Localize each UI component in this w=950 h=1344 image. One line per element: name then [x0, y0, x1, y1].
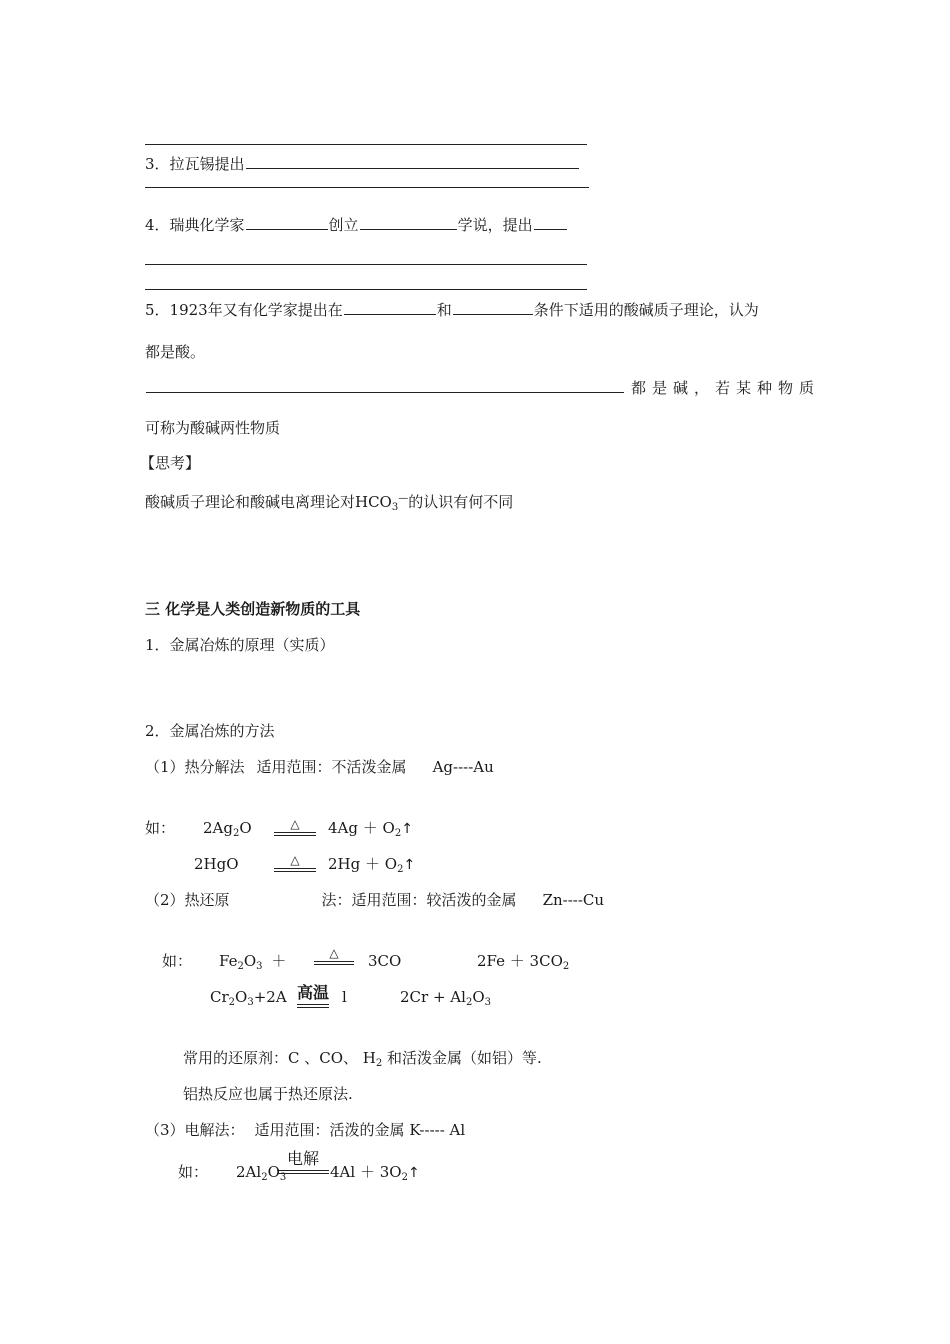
blank-line	[145, 264, 587, 265]
electrolysis-condition: 电解	[277, 1150, 329, 1174]
method-2: （2）热还原 法：适用范围：较活泼的金属 Zn----Cu	[145, 891, 605, 909]
fill-blank[interactable]	[344, 298, 436, 315]
method-3: （3）电解法： 适用范围：活泼的金属 K----- Al	[145, 1121, 466, 1139]
example-label: 如：	[145, 819, 176, 837]
reaction-1-right: $4Ag + O_2↑$	[328, 819, 413, 839]
example-label: 如：	[178, 1163, 209, 1181]
reaction-3-left: $Fe_2O_3$ ＋	[219, 952, 287, 972]
blank-line	[145, 144, 587, 145]
fill-blank[interactable]	[360, 213, 457, 230]
section-heading: 三 化学是人类创造新物质的工具	[145, 600, 361, 618]
reaction-4-left: $Cr_2O_3+2A$	[210, 988, 287, 1008]
high-temp-condition: 高温	[297, 984, 329, 1008]
fill-blank[interactable]	[453, 298, 533, 315]
heat-condition: △	[274, 854, 316, 872]
item-1: 1．金属冶炼的原理（实质）	[145, 636, 335, 654]
blank-line	[145, 289, 587, 290]
gas-arrow-icon: ↑	[407, 1165, 420, 1181]
reaction-3-reagent: 3CO	[368, 952, 402, 970]
item-4: 4．瑞典化学家 创立 学说，提出	[145, 213, 568, 235]
item-3: 3．拉瓦锡提出	[145, 152, 580, 174]
heat-condition: △	[314, 947, 354, 965]
example-label: 如：	[162, 952, 193, 970]
reaction-2-left: 2HgO	[194, 855, 239, 873]
fill-blank[interactable]	[246, 213, 328, 230]
reaction-1-left: $2Ag_2O$	[203, 819, 252, 839]
reaction-5-left: $2Al_2O_3$	[236, 1163, 287, 1183]
item-5: 5．1923年又有化学家提出在 和 条件下适用的酸碱质子理论，认为	[145, 298, 759, 320]
think-question: 酸碱质子理论和酸碱电离理论对$HCO_3^—$的认识有何不同	[145, 493, 514, 513]
reaction-3-right: $2Fe + 3CO_2$	[477, 952, 570, 972]
fill-blank[interactable]	[246, 152, 579, 169]
reaction-5-right: $4Al + 3O_2↑$	[330, 1163, 420, 1183]
item-2: 2．金属冶炼的方法	[145, 722, 275, 740]
fill-blank[interactable]	[534, 213, 567, 230]
think-title: 【思考】	[140, 454, 201, 472]
note-reducers: 常用的还原剂：C 、CO、 $H_2$ 和活泼金属（如铝）等.	[183, 1049, 542, 1069]
gas-arrow-icon: ↑	[401, 821, 413, 837]
reaction-4-l: l	[342, 988, 347, 1006]
item-5-line: 都是碱，若某种物质	[145, 376, 820, 398]
item-5-end: 可称为酸碱两性物质	[145, 419, 281, 437]
gas-arrow-icon: ↑	[403, 857, 416, 873]
reaction-2-right: $2Hg + O_2↑$	[328, 855, 416, 875]
reaction-4-right: $2Cr + Al_2O_3$	[400, 988, 491, 1008]
heat-condition: △	[274, 818, 316, 836]
note-thermite: 铝热反应也属于热还原法.	[183, 1085, 353, 1103]
fill-blank[interactable]	[146, 376, 624, 393]
method-1: （1）热分解法 适用范围：不活泼金属 Ag----Au	[145, 758, 494, 776]
item-5-cont: 都是酸。	[145, 343, 206, 361]
blank-line	[145, 187, 589, 188]
